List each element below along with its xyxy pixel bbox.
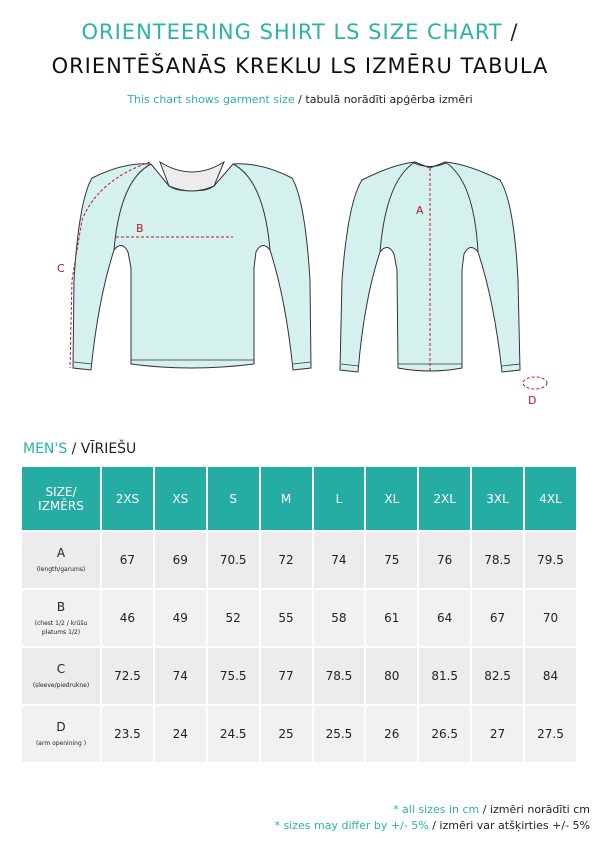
size-header-line2: IZMĒRS [38,498,84,513]
label-a: A [416,204,424,217]
table-cell: 67 [471,589,524,647]
table-cell: 25 [260,705,313,763]
size-header-line1: SIZE/ [45,484,77,499]
shirt-front-drawing [73,162,311,370]
note-1-lv: / izmēri norādīti cm [479,803,590,816]
size-col-header: 2XL [418,466,471,531]
label-b: B [136,222,144,235]
table-header-row [21,466,577,531]
table-cell: 75 [365,531,418,589]
table-cell: 25.5 [313,705,366,763]
size-col-header: L [313,466,366,531]
table-cell: 82.5 [471,647,524,705]
subtitle [0,93,600,106]
table-cell: 70 [524,589,577,647]
table-row [21,647,577,705]
table-cell: 72.5 [101,647,154,705]
note-2-en: * sizes may differ by +/- 5% [274,819,429,832]
table-cell: 52 [207,589,260,647]
table-cell: 23.5 [101,705,154,763]
table-cell: 76 [418,531,471,589]
row-label-cell [21,531,101,589]
table-row [21,531,577,589]
table-cell: 24.5 [207,705,260,763]
size-col-header: XL [365,466,418,531]
table-cell: 55 [260,589,313,647]
note-sizes-differ [274,819,590,832]
table-cell: 70.5 [207,531,260,589]
table-cell: 75.5 [207,647,260,705]
size-header-cell [21,466,101,531]
row-label-cell [21,647,101,705]
row-sublabel: (chest 1/2 / krūšu platums 1/2) [34,619,88,636]
size-col-header: 3XL [471,466,524,531]
table-cell: 84 [524,647,577,705]
table-cell: 81.5 [418,647,471,705]
size-table [20,465,578,764]
title-lv: ORIENTĒŠANĀS KREKLU LS IZMĒRU TABULA [51,54,549,78]
label-c: C [57,262,65,275]
row-label-cell [21,589,101,647]
title-line-1 [0,20,600,44]
row-label: B [56,599,66,614]
note-2-lv: / izmēri var atšķirties +/- 5% [428,819,590,832]
table-cell: 74 [313,531,366,589]
table-cell: 77 [260,647,313,705]
table-cell: 78.5 [471,531,524,589]
subtitle-en: This chart shows garment size [127,93,295,106]
note-1-en: * all sizes in cm [393,803,480,816]
table-row [21,705,577,763]
table-cell: 78.5 [313,647,366,705]
table-cell: 26.5 [418,705,471,763]
table-cell: 27 [471,705,524,763]
row-label: C [56,662,66,676]
row-label-cell [21,705,101,763]
subtitle-lv: / tabulā norādīti apģērba izmēri [294,93,473,106]
table-cell: 74 [154,647,207,705]
table-cell: 58 [313,589,366,647]
size-col-header: S [207,466,260,531]
row-label: D [56,720,66,734]
section-title-lv: / VĪRIEŠU [67,441,137,457]
row-sublabel: (sleeve/piedrukne) [32,682,90,689]
size-col-header: XS [154,466,207,531]
table-row [21,589,577,647]
table-cell: 64 [418,589,471,647]
title-separator: / [502,20,519,44]
table-cell: 26 [365,705,418,763]
table-cell: 61 [365,589,418,647]
table-cell: 27.5 [524,705,577,763]
table-cell: 49 [154,589,207,647]
title-en: ORIENTEERING SHIRT LS SIZE CHART [81,20,503,44]
row-sublabel: (length/garums) [36,566,86,573]
size-col-header: 4XL [524,466,577,531]
size-col-header: 2XS [101,466,154,531]
section-title-en: MEN'S [23,441,68,457]
section-title [23,441,136,457]
table-cell: 80 [365,647,418,705]
note-sizes-cm [393,803,590,816]
table-cell: 24 [154,705,207,763]
size-col-header: M [260,466,313,531]
table-cell: 69 [154,531,207,589]
label-d: D [528,394,537,407]
table-cell: 79.5 [524,531,577,589]
table-cell: 72 [260,531,313,589]
table-cell: 67 [101,531,154,589]
shirt-diagrams [0,140,600,420]
row-label: A [56,546,66,560]
row-sublabel: (arm openining ) [35,740,87,747]
table-cell: 46 [101,589,154,647]
